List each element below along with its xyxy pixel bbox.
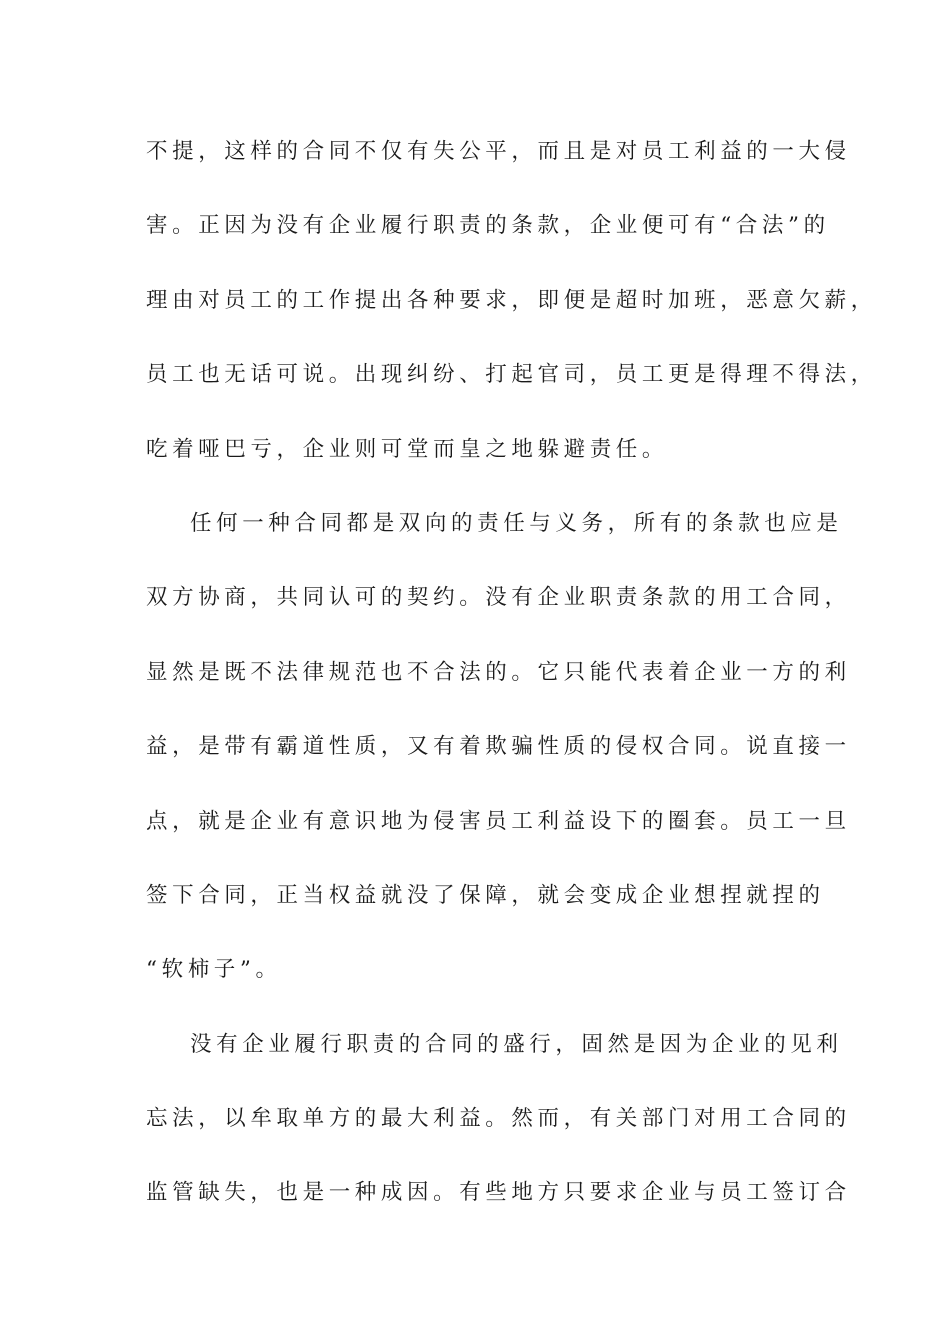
text-line: “软柿子”。 [146, 957, 282, 983]
paragraph-first-line: 没有企业履行职责的合同的盛行，固然是因为企业的见利 [190, 1031, 843, 1057]
text-line: 员工也无话可说。出现纠纷、打起官司，员工更是得理不得法， [146, 362, 877, 388]
text-line: 害。正因为没有企业履行职责的条款，企业便可有“合法”的 [146, 213, 830, 239]
paragraph-first-line: 任何一种合同都是双向的责任与义务，所有的条款也应是 [190, 510, 843, 536]
text-line: 双方协商，共同认可的契约。没有企业职责条款的用工合同， [146, 585, 851, 611]
text-line: 点，就是企业有意识地为侵害员工利益设下的圈套。员工一旦 [146, 808, 851, 834]
text-line: 不提，这样的合同不仅有失公平，而且是对员工利益的一大侵 [146, 139, 851, 164]
body-text [146, 130, 877, 1246]
text-line: 吃着哑巴亏，企业则可堂而皇之地躲避责任。 [146, 436, 669, 462]
text-line: 忘法，以牟取单方的最大利益。然而，有关部门对用工合同的 [146, 1106, 851, 1132]
text-line: 签下合同，正当权益就没了保障，就会变成企业想捏就捏的 [146, 882, 825, 908]
text-line: 理由对员工的工作提出各种要求，即便是超时加班，恶意欠薪， [146, 287, 877, 313]
text-line: 益，是带有霸道性质，又有着欺骗性质的侵权合同。说直接一 [146, 734, 851, 760]
text-line: 监管缺失，也是一种成因。有些地方只要求企业与员工签订合 [146, 1180, 851, 1206]
text-line: 显然是既不法律规范也不合法的。它只能代表着企业一方的利 [146, 659, 851, 685]
